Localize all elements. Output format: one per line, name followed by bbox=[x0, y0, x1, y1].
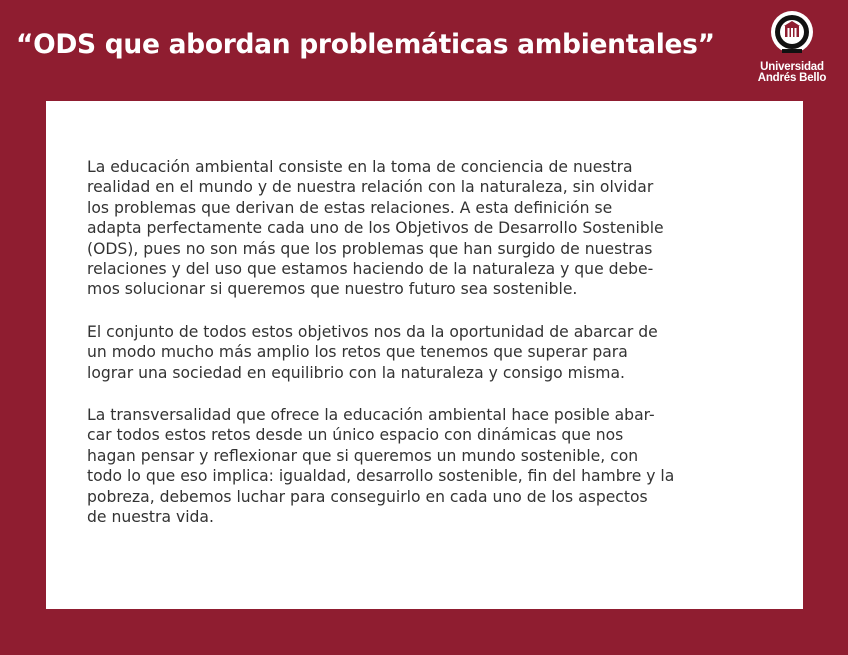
logo-line-1: Universidad bbox=[760, 61, 824, 73]
logo-line-2: Andrés Bello bbox=[757, 72, 827, 84]
text-line: hagan pensar y reflexionar que si queremos un mundo sostenible, con bbox=[87, 446, 639, 465]
text-line: La transversalidad que ofrece la educación ambiental hace posible abar- bbox=[87, 406, 655, 425]
text-line: mos solucionar si queremos que nuestro futuro sea sostenible. bbox=[87, 280, 578, 299]
text-line: de nuestra vida. bbox=[87, 508, 214, 527]
text-line: un modo mucho más amplio los retos que tenemos que superar para bbox=[87, 343, 628, 362]
paragraph-1 bbox=[87, 157, 767, 300]
text-line: adapta perfectamente cada uno de los Objetivos de Desarrollo Sostenible bbox=[87, 219, 664, 238]
text-line: pobreza, debemos luchar para conseguirlo en cada uno de los aspectos bbox=[87, 487, 648, 506]
text-line: relaciones y del uso que estamos haciendo de la naturaleza y que debe- bbox=[87, 260, 654, 279]
paragraph-3 bbox=[87, 405, 767, 527]
text-line: realidad en el mundo y de nuestra relación con la naturaleza, sin olvidar bbox=[87, 178, 654, 197]
page-title: “ODS que abordan problemáticas ambientales” bbox=[16, 29, 715, 60]
text-line: La educación ambiental consiste en la toma de conciencia de nuestra bbox=[87, 158, 633, 176]
text-line: todo lo que eso implica: igualdad, desarrollo sostenible, fin del hambre y la bbox=[87, 467, 675, 486]
text-line: car todos estos retos desde un único espacio con dinámicas que nos bbox=[87, 426, 624, 445]
university-crest-icon bbox=[763, 8, 821, 60]
university-logo bbox=[746, 8, 838, 92]
text-line: El conjunto de todos estos objetivos nos da la oportunidad de abarcar de bbox=[87, 322, 658, 341]
text-line: los problemas que derivan de estas relaciones. A esta definición se bbox=[87, 198, 613, 217]
paragraph-2 bbox=[87, 322, 767, 383]
body-text bbox=[87, 157, 767, 550]
text-line: lograr una sociedad en equilibrio con la naturaleza y consigo misma. bbox=[87, 363, 626, 382]
content-card bbox=[46, 101, 803, 609]
text-line: (ODS), pues no son más que los problemas que han surgido de nuestras bbox=[87, 239, 653, 258]
